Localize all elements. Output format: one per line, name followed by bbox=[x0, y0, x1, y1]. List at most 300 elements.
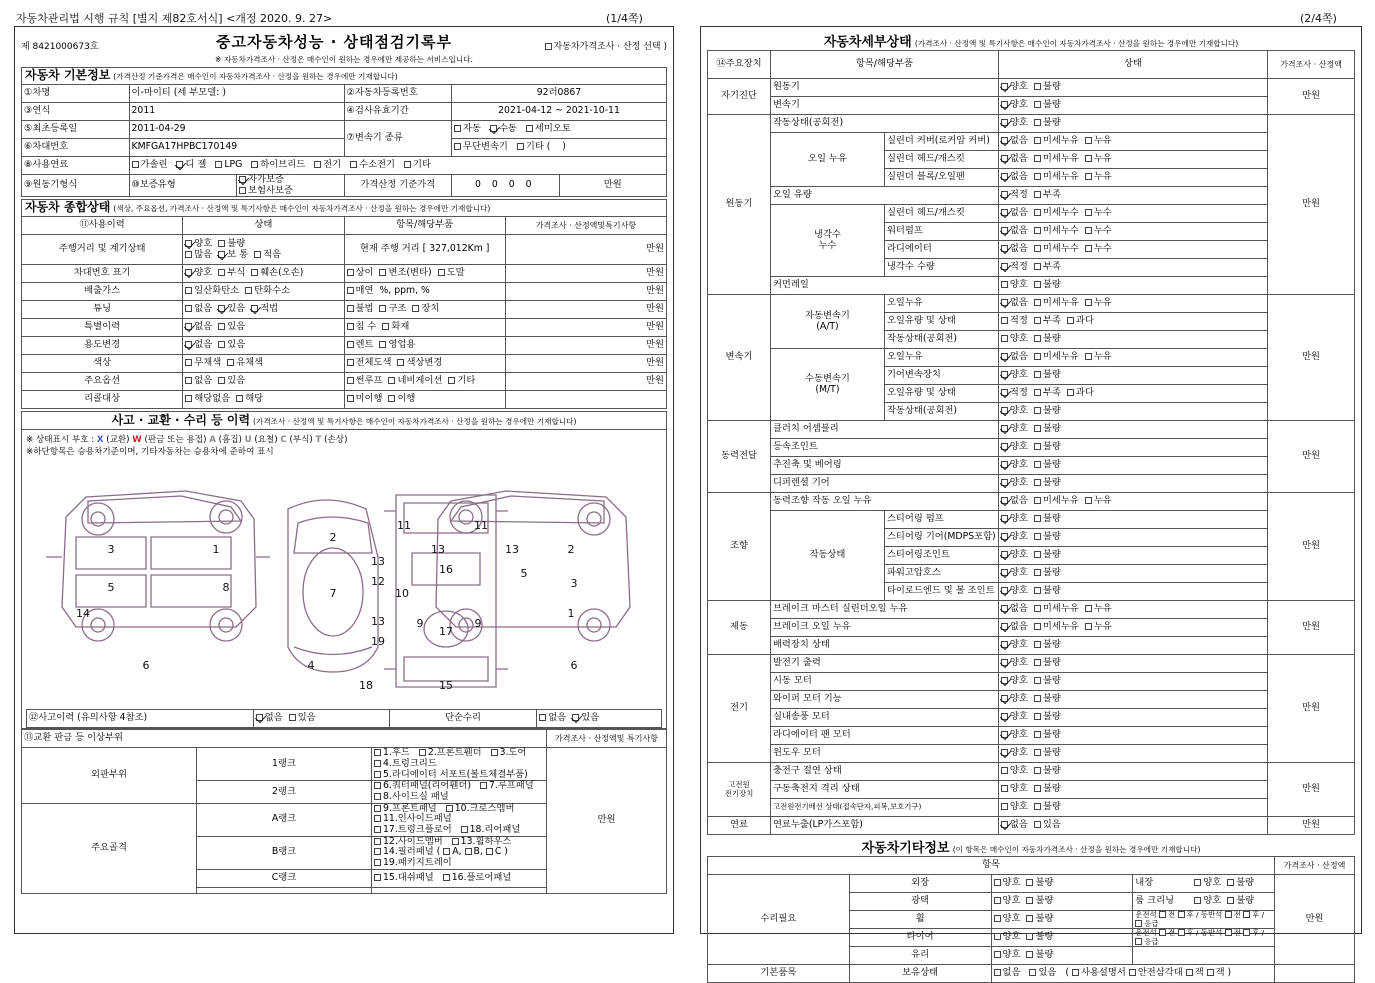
opt-at-excess[interactable]: 과다 bbox=[1067, 316, 1094, 327]
opt-rocker-slight[interactable]: 미세누유 bbox=[1034, 136, 1079, 147]
opt-color-changed[interactable]: 색상변경 bbox=[397, 358, 442, 369]
opt-wiper-bad[interactable]: 불량 bbox=[1034, 694, 1061, 705]
basic-items-detail[interactable]: ( 사용설명서 안전삼각대 잭 잭 ) bbox=[1065, 967, 1232, 979]
opt-simple-none[interactable]: 없음 bbox=[539, 713, 566, 724]
part-hood[interactable]: 1.후드 bbox=[374, 748, 410, 759]
opt-polish-good[interactable]: 양호 bbox=[994, 896, 1021, 907]
opt-diff-good[interactable]: 양호 bbox=[1001, 478, 1028, 489]
opt-wpump-slight[interactable]: 미세누수 bbox=[1034, 226, 1079, 237]
part-inside-panel[interactable]: 11.인사이드패널 bbox=[374, 814, 452, 825]
opts-brake-master[interactable] bbox=[998, 601, 1267, 619]
opt-blower-bad[interactable]: 불량 bbox=[1034, 712, 1061, 723]
overall-heading: 자동차 종합상태 bbox=[25, 200, 111, 215]
etc-info-table bbox=[707, 856, 1355, 983]
opt-warranty-insurer[interactable]: 보험사보증 bbox=[239, 186, 293, 197]
opt-usechange-none[interactable]: 없음 bbox=[185, 340, 212, 351]
row-parts-color[interactable] bbox=[344, 355, 505, 373]
opt-vin-forged[interactable]: 변조(변타) bbox=[379, 268, 431, 279]
basic-items-options[interactable] bbox=[991, 965, 1275, 983]
opts-wiper-motor[interactable] bbox=[998, 691, 1267, 709]
part-floor-panel[interactable]: 16.플로어패널 bbox=[443, 873, 512, 884]
opt-cqty-proper[interactable]: 적정 bbox=[1001, 262, 1028, 273]
opt-tuning-device[interactable]: 장치 bbox=[412, 304, 439, 315]
opt-phose-good[interactable]: 양호 bbox=[1001, 568, 1028, 579]
opt-rad-leak[interactable]: 누수 bbox=[1085, 244, 1112, 255]
col-etc-item: 항목 bbox=[708, 857, 1275, 875]
opt-diff-bad[interactable]: 불량 bbox=[1034, 478, 1061, 489]
opts-glass[interactable] bbox=[991, 947, 1133, 965]
price-basic-items bbox=[1275, 965, 1355, 983]
opt-mt-leak-leak[interactable]: 누유 bbox=[1085, 352, 1112, 363]
opt-glass-good[interactable]: 양호 bbox=[994, 950, 1021, 961]
opt-at-proper[interactable]: 적정 bbox=[1001, 316, 1028, 327]
opt-spump-bad[interactable]: 불량 bbox=[1034, 514, 1061, 525]
opts-at-oil-leak[interactable] bbox=[998, 295, 1267, 313]
opt-ext-bad[interactable]: 불량 bbox=[1026, 878, 1053, 889]
opt-sgear-good[interactable]: 양호 bbox=[1001, 532, 1028, 543]
opt-mt-idle-good[interactable]: 양호 bbox=[1001, 406, 1028, 417]
opt-options-other[interactable]: 기타 bbox=[448, 376, 475, 387]
opt-fuel-electric[interactable]: 전기 bbox=[314, 160, 341, 171]
opts-polish[interactable] bbox=[991, 893, 1133, 911]
opt-wiper-good[interactable]: 양호 bbox=[1001, 694, 1028, 705]
simple-repair-options[interactable] bbox=[537, 710, 662, 728]
row-state-special[interactable] bbox=[183, 319, 344, 337]
opts-mt-oil-state[interactable] bbox=[998, 385, 1267, 403]
opt-prop-bad[interactable]: 불량 bbox=[1034, 460, 1061, 471]
opts-water-pump[interactable] bbox=[998, 223, 1267, 241]
opt-wpump-none[interactable]: 없음 bbox=[1001, 226, 1028, 237]
opts-power-steering-leak[interactable] bbox=[998, 493, 1267, 511]
opt-vin-erased[interactable]: 도말 bbox=[438, 268, 465, 279]
opt-starter-good[interactable]: 양호 bbox=[1001, 676, 1028, 687]
opt-alt-bad[interactable]: 불량 bbox=[1034, 658, 1061, 669]
opt-accident-yes[interactable]: 있음 bbox=[289, 713, 316, 724]
opt-wheel-bad[interactable]: 불량 bbox=[1026, 914, 1053, 925]
opts-common-rail[interactable] bbox=[998, 277, 1267, 295]
opt-trans-diag-bad[interactable]: 불량 bbox=[1034, 100, 1061, 111]
opts-cyl-head-gasket[interactable] bbox=[998, 151, 1267, 169]
opt-usechange-rent[interactable]: 렌트 bbox=[347, 340, 374, 351]
col-state: 상태 bbox=[183, 217, 344, 235]
part-rear-panel[interactable]: 18.리어패널 bbox=[461, 825, 521, 836]
opt-ps-leak[interactable]: 누유 bbox=[1085, 496, 1112, 507]
opt-fuel-hybrid[interactable]: 하이브리드 bbox=[251, 160, 305, 171]
opt-emission-co[interactable]: 일산화탄소 bbox=[185, 286, 239, 297]
opts-power-hose[interactable] bbox=[998, 565, 1267, 583]
item-radiator: 라디에이터 bbox=[884, 241, 998, 259]
opt-engine-idle-bad[interactable]: 불량 bbox=[1034, 118, 1061, 129]
opt-special-flood[interactable]: 침 수 bbox=[347, 322, 377, 333]
opt-fuel-lpg[interactable]: LPG bbox=[215, 160, 242, 171]
part-front-fender[interactable]: 2.프론트휀더 bbox=[419, 748, 482, 759]
row-parts-recall[interactable] bbox=[344, 391, 505, 409]
opt-vin-diff[interactable]: 상이 bbox=[347, 268, 374, 279]
opt-starter-bad[interactable]: 불량 bbox=[1034, 676, 1061, 687]
opt-fuel-diesel[interactable]: 디 젤 bbox=[176, 160, 206, 171]
opt-mt-low[interactable]: 부족 bbox=[1034, 388, 1061, 399]
opt-color-full-paint[interactable]: 전체도색 bbox=[347, 358, 392, 369]
opt-at-idle-bad[interactable]: 불량 bbox=[1034, 334, 1061, 345]
opts-engine-diag[interactable] bbox=[998, 79, 1267, 97]
fuel-options[interactable] bbox=[129, 157, 667, 175]
form-header-left: 자동차관리법 시행 규칙 [별지 제82호서식] <개정 2020. 9. 27> bbox=[16, 12, 333, 25]
opt-mt-gear-bad[interactable]: 불량 bbox=[1034, 370, 1061, 381]
polish-right[interactable] bbox=[1133, 893, 1275, 911]
part-oil-leak: 오일 누유 bbox=[770, 133, 884, 187]
opt-options-yes[interactable]: 있음 bbox=[218, 376, 245, 387]
row-parts-emission[interactable] bbox=[344, 283, 505, 301]
opts-engine-idle[interactable] bbox=[998, 115, 1267, 133]
opt-hvwire-good[interactable]: 양호 bbox=[1001, 802, 1028, 813]
opt-at-idle-good[interactable]: 양호 bbox=[1001, 334, 1028, 345]
opt-boil-leak[interactable]: 누유 bbox=[1085, 622, 1112, 633]
opt-mt-leak-none[interactable]: 없음 bbox=[1001, 352, 1028, 363]
price-survey-checkbox[interactable] bbox=[545, 43, 552, 50]
opt-int-good[interactable]: 양호 bbox=[1194, 878, 1221, 889]
row-parts-options[interactable] bbox=[344, 373, 505, 391]
opt-odo-normal[interactable]: 보 통 bbox=[218, 250, 248, 261]
opt-booster-bad[interactable]: 불량 bbox=[1034, 640, 1061, 651]
row-label-odometer: 주행거리 및 계기상태 bbox=[22, 235, 183, 265]
part-trunk-floor[interactable]: 17.트렁크플로어 bbox=[374, 825, 452, 836]
item-trans-diag: 변속기 bbox=[770, 97, 998, 115]
opt-bmaster-none[interactable]: 없음 bbox=[1001, 604, 1028, 615]
opts-mt-idle[interactable] bbox=[998, 403, 1267, 421]
opt-head-leak[interactable]: 누유 bbox=[1085, 154, 1112, 165]
opt-options-none[interactable]: 없음 bbox=[185, 376, 212, 387]
opt-tuning-none[interactable]: 없음 bbox=[185, 304, 212, 315]
opt-engine-diag-bad[interactable]: 불량 bbox=[1034, 82, 1061, 93]
opt-simple-yes[interactable]: 있음 bbox=[572, 713, 599, 724]
opt-mt-excess[interactable]: 과다 bbox=[1067, 388, 1094, 399]
opt-boil-slight[interactable]: 미세누유 bbox=[1034, 622, 1079, 633]
opt-engine-diag-good[interactable]: 양호 bbox=[1001, 82, 1028, 93]
opt-chead-slight[interactable]: 미세누수 bbox=[1034, 208, 1079, 219]
opt-crail-good[interactable]: 양호 bbox=[1001, 280, 1028, 291]
part-cross-member[interactable]: 10.크로스멤버 bbox=[446, 804, 515, 815]
opt-polish-bad[interactable]: 불량 bbox=[1026, 896, 1053, 907]
row-state-usechange[interactable] bbox=[183, 337, 344, 355]
opt-wheel-good[interactable]: 양호 bbox=[994, 914, 1021, 925]
opt-engine-idle-good[interactable]: 양호 bbox=[1001, 118, 1028, 129]
opt-prop-good[interactable]: 양호 bbox=[1001, 460, 1028, 471]
opt-window-good[interactable]: 양호 bbox=[1001, 748, 1028, 759]
part-side-sill-panel[interactable]: 8.사이드실 패널 bbox=[374, 792, 449, 803]
opt-odo-many[interactable]: 많음 bbox=[185, 250, 212, 261]
opts-fuel-leak[interactable] bbox=[998, 817, 1267, 835]
item-radiator-fan-motor: 라디에이터 팬 모터 bbox=[770, 727, 998, 745]
opt-chead-none[interactable]: 없음 bbox=[1001, 208, 1028, 219]
opt-fuel-gasoline[interactable]: 가솔린 bbox=[132, 160, 168, 171]
opt-head-slight[interactable]: 미세누유 bbox=[1034, 154, 1079, 165]
opt-ps-slight[interactable]: 미세누유 bbox=[1034, 496, 1079, 507]
opt-chargeport-bad[interactable]: 불량 bbox=[1034, 766, 1061, 777]
opt-usechange-business[interactable]: 영업용 bbox=[379, 340, 415, 351]
opt-vin-good[interactable]: 양호 bbox=[185, 268, 212, 279]
opts-tie-rod-end[interactable] bbox=[998, 583, 1267, 601]
opt-tire-bad[interactable]: 불량 bbox=[1026, 932, 1053, 943]
opt-vin-damage[interactable]: 훼손(오손) bbox=[251, 268, 303, 279]
opts-steering-gear[interactable] bbox=[998, 529, 1267, 547]
opts-at-oil-state[interactable] bbox=[998, 313, 1267, 331]
opt-basic-none[interactable]: 없음 bbox=[994, 968, 1021, 979]
opt-special-none[interactable]: 없음 bbox=[185, 322, 212, 333]
row-state-tuning[interactable] bbox=[183, 301, 344, 319]
opt-clutch-bad[interactable]: 불량 bbox=[1034, 424, 1061, 435]
row-parts-special[interactable] bbox=[344, 319, 505, 337]
opt-tierod-bad[interactable]: 불량 bbox=[1034, 586, 1061, 597]
opts-brake-oil-leak[interactable] bbox=[998, 619, 1267, 637]
opt-tuning-legal[interactable]: 적법 bbox=[251, 304, 278, 315]
opts-mt-oil-leak[interactable] bbox=[998, 349, 1267, 367]
opt-at-low[interactable]: 부족 bbox=[1034, 316, 1061, 327]
part-package-tray[interactable]: 19.패키지트레이 bbox=[374, 858, 452, 869]
opt-clean-bad[interactable]: 불량 bbox=[1227, 896, 1254, 907]
opt-transmission-cvt[interactable]: 무단변속기 bbox=[454, 142, 508, 153]
opt-basic-yes[interactable]: 있음 bbox=[1029, 968, 1056, 979]
opt-chargeport-good[interactable]: 양호 bbox=[1001, 766, 1028, 777]
opt-phose-bad[interactable]: 불량 bbox=[1034, 568, 1061, 579]
row-parts-vin-mark[interactable] bbox=[344, 265, 505, 283]
opt-emission-smoke[interactable]: 매연 bbox=[347, 286, 374, 297]
part-radiator-support[interactable]: 5.라디에이터 서포트(볼트체결부품) bbox=[374, 770, 528, 781]
opt-fan-good[interactable]: 양호 bbox=[1001, 730, 1028, 741]
row-parts-tuning[interactable] bbox=[344, 301, 505, 319]
opt-special-fire[interactable]: 화재 bbox=[382, 322, 409, 333]
opt-glass-bad[interactable]: 불량 bbox=[1026, 950, 1053, 961]
opts-tire[interactable] bbox=[991, 929, 1133, 947]
opt-fuel-other[interactable]: 기타 bbox=[404, 160, 431, 171]
opt-bmaster-leak[interactable]: 누유 bbox=[1085, 604, 1112, 615]
opt-block-leak[interactable]: 누유 bbox=[1085, 172, 1112, 183]
item-mt-gear-shift: 기어변속장치 bbox=[884, 367, 998, 385]
opt-batiso-good[interactable]: 양호 bbox=[1001, 784, 1028, 795]
opt-crail-bad[interactable]: 불량 bbox=[1034, 280, 1061, 291]
opt-sjoint-good[interactable]: 양호 bbox=[1001, 550, 1028, 561]
part-dash-panel[interactable]: 15.대쉬패널 bbox=[374, 873, 434, 884]
opt-special-yes[interactable]: 있음 bbox=[218, 322, 245, 333]
price-survey-select[interactable]: 자동차가격조사 · 산정 선택 ) bbox=[527, 39, 667, 52]
opt-tuning-yes[interactable]: 있음 bbox=[218, 304, 245, 315]
opt-at-leak-none[interactable]: 없음 bbox=[1001, 298, 1028, 309]
opt-rocker-leak[interactable]: 누유 bbox=[1085, 136, 1112, 147]
opts-hv-wiring[interactable] bbox=[998, 799, 1267, 817]
row-state-color[interactable] bbox=[183, 355, 344, 373]
opts-steering-pump[interactable] bbox=[998, 511, 1267, 529]
opt-rocker-none[interactable]: 없음 bbox=[1001, 136, 1028, 147]
opt-block-slight[interactable]: 미세누유 bbox=[1034, 172, 1079, 183]
opt-warranty-self[interactable]: 자가보증 bbox=[239, 175, 284, 186]
opt-tierod-good[interactable]: 양호 bbox=[1001, 586, 1028, 597]
label-base-price: 가격산정 기준가격 bbox=[344, 175, 452, 197]
part-wheel-house[interactable]: 13.휠하우스 bbox=[452, 837, 512, 848]
opts-coolant-qty[interactable] bbox=[998, 259, 1267, 277]
opts-differential[interactable] bbox=[998, 475, 1267, 493]
opt-tire-good[interactable]: 양호 bbox=[994, 932, 1021, 943]
opt-fan-bad[interactable]: 불량 bbox=[1034, 730, 1061, 741]
part-front-panel[interactable]: 9.프론트패널 bbox=[374, 804, 437, 815]
opt-at-leak-slight[interactable]: 미세누유 bbox=[1034, 298, 1079, 309]
opt-ext-good[interactable]: 양호 bbox=[994, 878, 1021, 889]
opt-oilqty-proper[interactable]: 적정 bbox=[1001, 190, 1028, 201]
opt-boil-none[interactable]: 없음 bbox=[1001, 622, 1028, 633]
opt-mt-idle-bad[interactable]: 불량 bbox=[1034, 406, 1061, 417]
opt-tuning-illegal[interactable]: 불법 bbox=[347, 304, 374, 315]
opts-alternator[interactable] bbox=[998, 655, 1267, 673]
part-side-member[interactable]: 12.사이드멤버 bbox=[374, 837, 443, 848]
opt-recall-na[interactable]: 해당없음 bbox=[185, 394, 230, 405]
rank-items-B[interactable] bbox=[372, 836, 547, 869]
opt-usechange-yes[interactable]: 있음 bbox=[218, 340, 245, 351]
opt-transmission-manual[interactable]: 수동 bbox=[490, 124, 517, 135]
opt-bmaster-slight[interactable]: 미세누유 bbox=[1034, 604, 1079, 615]
opt-recall-yes[interactable]: 해당 bbox=[236, 394, 263, 405]
opt-transmission-other[interactable]: 기타 ( ) bbox=[517, 142, 566, 153]
opt-sjoint-bad[interactable]: 불량 bbox=[1034, 550, 1061, 561]
part-roof-panel[interactable]: 7.루프패널 bbox=[480, 781, 534, 792]
opt-odo-bad[interactable]: 불량 bbox=[218, 239, 245, 250]
opt-ps-none[interactable]: 없음 bbox=[1001, 496, 1028, 507]
opt-transmission-semiauto[interactable]: 세미오토 bbox=[526, 124, 571, 135]
opt-options-sunroof[interactable]: 썬루프 bbox=[347, 376, 383, 387]
opt-spump-good[interactable]: 양호 bbox=[1001, 514, 1028, 525]
opts-starter-motor[interactable] bbox=[998, 673, 1267, 691]
rank-items-2[interactable] bbox=[372, 781, 547, 803]
opt-hvwire-bad[interactable]: 불량 bbox=[1034, 802, 1061, 813]
tire-positions[interactable]: 운전석 전 후 / 동반석 전 후 / 응급 bbox=[1133, 929, 1275, 947]
accident-history-options[interactable] bbox=[253, 710, 389, 728]
part-quarter-panel[interactable]: 6.쿼터패널(리어휀더) bbox=[374, 781, 471, 792]
row-state-emission[interactable] bbox=[183, 283, 344, 301]
basic-info-note: (가격산정 기준가격은 매수인이 자동차가격조사 · 산정을 원하는 경우에만 기재합니다) bbox=[113, 72, 398, 82]
opts-wheel[interactable] bbox=[991, 911, 1133, 929]
opt-blower-good[interactable]: 양호 bbox=[1001, 712, 1028, 723]
opt-vin-corrosion[interactable]: 부식 bbox=[218, 268, 245, 279]
row-state-options[interactable] bbox=[183, 373, 344, 391]
svg-text:13: 13 bbox=[505, 543, 519, 557]
opts-rocker-cover[interactable] bbox=[998, 133, 1267, 151]
opts-charge-port[interactable] bbox=[998, 763, 1267, 781]
svg-text:16: 16 bbox=[439, 563, 453, 577]
transmission-options-row2[interactable] bbox=[452, 139, 667, 157]
opt-options-navigation[interactable]: 네비게이션 bbox=[388, 376, 442, 387]
opt-rad-none[interactable]: 없음 bbox=[1001, 244, 1028, 255]
opts-trans-diag[interactable] bbox=[998, 97, 1267, 115]
opt-cv-good[interactable]: 양호 bbox=[1001, 442, 1028, 453]
part-trunk-lid[interactable]: 4.트렁크리드 bbox=[374, 759, 437, 770]
opt-transmission-auto[interactable]: 자동 bbox=[454, 124, 481, 135]
col-detail-price: 가격조사 · 산정액 bbox=[1268, 51, 1355, 79]
opt-color-chromatic[interactable]: 유채색 bbox=[227, 358, 263, 369]
opt-head-none[interactable]: 없음 bbox=[1001, 154, 1028, 165]
opts-window-motor[interactable] bbox=[998, 745, 1267, 763]
opt-trans-diag-good[interactable]: 양호 bbox=[1001, 100, 1028, 111]
opt-fuelleak-yes[interactable]: 있음 bbox=[1034, 820, 1061, 831]
item-fuel-leak: 연료누출(LP가스포함) bbox=[770, 817, 998, 835]
opt-odo-few[interactable]: 적음 bbox=[254, 250, 281, 261]
opt-sgear-bad[interactable]: 불량 bbox=[1034, 532, 1061, 543]
item-cv-joint: 등속조인트 bbox=[770, 439, 998, 457]
rank-items-C[interactable] bbox=[372, 869, 547, 887]
opt-alt-good[interactable]: 양호 bbox=[1001, 658, 1028, 669]
opt-recall-done[interactable]: 이행 bbox=[388, 394, 415, 405]
opts-cv-joint[interactable] bbox=[998, 439, 1267, 457]
svg-text:1: 1 bbox=[567, 607, 575, 621]
opts-radiator-fan-motor[interactable] bbox=[998, 727, 1267, 745]
opt-recall-not-done[interactable]: 미이행 bbox=[347, 394, 383, 405]
opt-oilqty-low[interactable]: 부족 bbox=[1034, 190, 1061, 201]
opt-block-none[interactable]: 없음 bbox=[1001, 172, 1028, 183]
opt-mt-proper[interactable]: 적정 bbox=[1001, 388, 1028, 399]
opts-cyl-block-oilpan[interactable] bbox=[998, 169, 1267, 187]
rank-items-1[interactable] bbox=[372, 748, 547, 781]
opts-clutch[interactable] bbox=[998, 421, 1267, 439]
opt-cqty-low[interactable]: 부족 bbox=[1034, 262, 1061, 273]
opts-at-idle[interactable] bbox=[998, 331, 1267, 349]
row-state-vin-mark[interactable] bbox=[183, 265, 344, 283]
opt-at-leak-leak[interactable]: 누유 bbox=[1085, 298, 1112, 309]
opt-accident-none[interactable]: 없음 bbox=[256, 713, 283, 724]
row-parts-usechange[interactable] bbox=[344, 337, 505, 355]
opt-chead-leak[interactable]: 누수 bbox=[1085, 208, 1112, 219]
opts-blower-motor[interactable] bbox=[998, 709, 1267, 727]
transmission-options-row1[interactable] bbox=[452, 121, 667, 139]
glass-right bbox=[1133, 947, 1275, 965]
opt-clutch-good[interactable]: 양호 bbox=[1001, 424, 1028, 435]
row-state-recall[interactable] bbox=[183, 391, 344, 409]
opts-radiator[interactable] bbox=[998, 241, 1267, 259]
opt-color-achromatic[interactable]: 무채색 bbox=[185, 358, 221, 369]
opt-booster-good[interactable]: 양호 bbox=[1001, 640, 1028, 651]
opt-fuel-hydrogen[interactable]: 수소전기 bbox=[350, 160, 395, 171]
opt-wpump-leak[interactable]: 누수 bbox=[1085, 226, 1112, 237]
opt-mt-leak-slight[interactable]: 미세누유 bbox=[1034, 352, 1079, 363]
opt-tuning-structure[interactable]: 구조 bbox=[379, 304, 406, 315]
row-price-recall bbox=[505, 391, 666, 409]
opt-batiso-bad[interactable]: 불량 bbox=[1034, 784, 1061, 795]
opt-window-bad[interactable]: 불량 bbox=[1034, 748, 1061, 759]
opts-steering-joint[interactable] bbox=[998, 547, 1267, 565]
exterior-right[interactable] bbox=[1133, 875, 1275, 893]
opts-booster[interactable] bbox=[998, 637, 1267, 655]
item-mt-oil-state: 오일유량 및 상태 bbox=[884, 385, 998, 403]
opts-oil-quantity[interactable] bbox=[998, 187, 1267, 205]
opts-mt-gear-shift[interactable] bbox=[998, 367, 1267, 385]
wheel-positions[interactable]: 운전석 전 후 / 동반석 전 후 / 응급 bbox=[1133, 911, 1275, 929]
warranty-options[interactable] bbox=[237, 175, 345, 197]
opt-emission-hc[interactable]: 탄화수소 bbox=[245, 286, 290, 297]
rank-items-A[interactable] bbox=[372, 803, 547, 836]
part-door[interactable]: 3.도어 bbox=[491, 748, 527, 759]
part-pillar-panel[interactable]: 14.필러패널 ( A, B, C ) bbox=[374, 847, 508, 858]
opts-coolant-head[interactable] bbox=[998, 205, 1267, 223]
opts-propeller[interactable] bbox=[998, 457, 1267, 475]
opt-fuelleak-none[interactable]: 없음 bbox=[1001, 820, 1028, 831]
row-state-odometer[interactable] bbox=[183, 235, 344, 265]
opts-exterior[interactable] bbox=[991, 875, 1133, 893]
opt-cv-bad[interactable]: 불량 bbox=[1034, 442, 1061, 453]
opts-battery-isolation[interactable] bbox=[998, 781, 1267, 799]
opt-odo-good[interactable]: 양호 bbox=[185, 239, 212, 250]
opt-clean-good[interactable]: 양호 bbox=[1194, 896, 1221, 907]
row-label-options: 주요옵션 bbox=[22, 373, 183, 391]
opt-mt-gear-good[interactable]: 양호 bbox=[1001, 370, 1028, 381]
accident-note: (가격조사 · 산정액 및 특기사항은 매수인이 자동차가격조사 · 산정을 원하는 경우에만 기재합니다) bbox=[253, 416, 577, 426]
basic-info-heading: 자동차 기본정보 bbox=[25, 68, 111, 83]
opt-rad-slight[interactable]: 미세누수 bbox=[1034, 244, 1079, 255]
opt-int-bad[interactable]: 불량 bbox=[1227, 878, 1254, 889]
